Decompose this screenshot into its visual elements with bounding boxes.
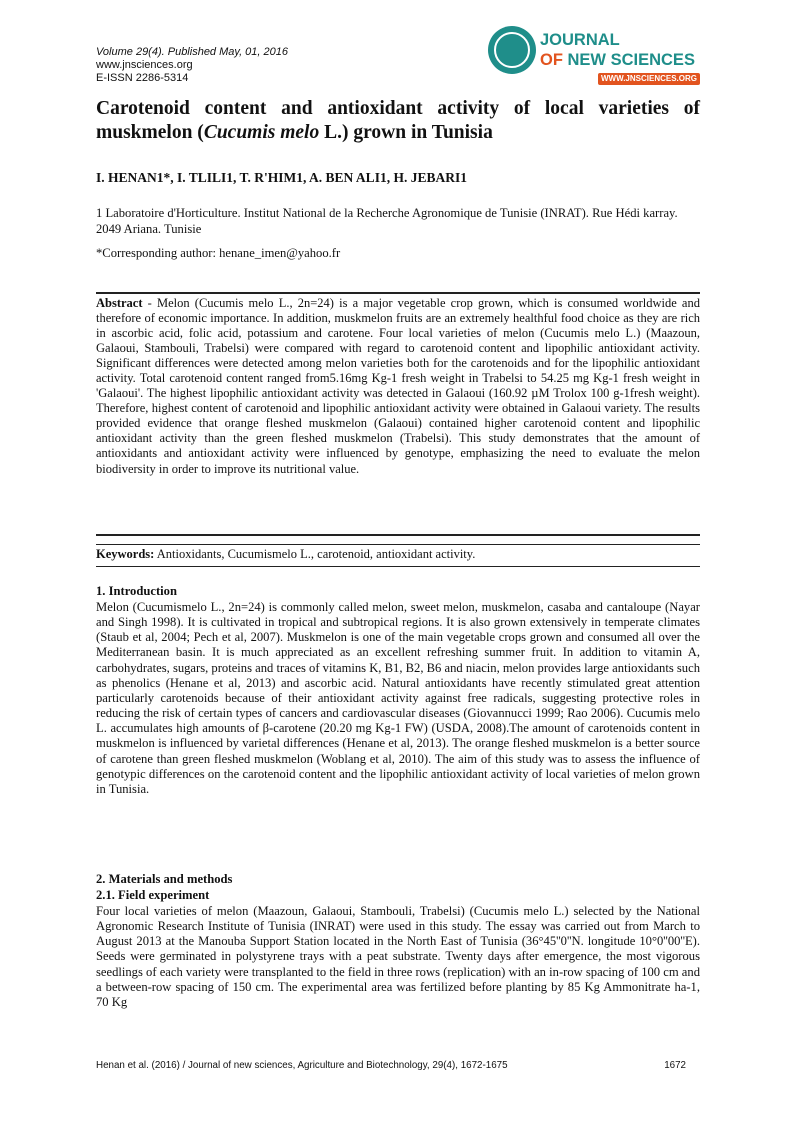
journal-meta <box>96 46 288 85</box>
logo-emblem-icon <box>488 26 536 74</box>
methods-text: Four local varieties of melon (Maazoun, Galaoui, Stambouli, Trabelsi) (Cucumis melo L.) selected by the National Agronomic Research Institute of Tunisia (INRAT) were used in this study. The essay was carried out from March to August 2013 at the Manouba Support Station located in the North East of Tunisia (36°45''0''N. longitude 10°0''00''E). Seeds were germinated in polystyrene trays with a peat substrate. Twenty days after emergence, the most vigorous seedlings of each variety were transplanted to the field in three rows (replication) with an in-row spacing of 100 cm and a between-row spacing of 150 cm. The experimental area was fertilized before planting by 85 Kg Ammonitrate ha-1, 70 Kg <box>96 904 700 1009</box>
volume-info: Volume 29(4). Published May, 01, 2016 <box>96 46 289 58</box>
authors: I. HENAN1*, I. TLILI1, T. R'HIM1, A. BEN ALI1, H. JEBARI1 <box>96 170 467 185</box>
corresponding-author: *Corresponding author: henane_imen@yahoo.fr <box>96 246 341 260</box>
journal-logo <box>488 26 703 88</box>
abstract: Abstract - Melon (Cucumis melo L., 2n=24) is a major vegetable crop grown, which is consumed worldwide and therefore of economic importance. In addition, muskmelon fruits are an extremely healthful food choice as they are rich in ascorbic acid, folic acid, potassium and carotene. Four local varieties of melon (Cucumis melo L.) (Maazoun, Galaoui, Stambouli, Trabelsi) were compared with regard to carotenoid content and lipophilic antioxidant activity. Significant differences were detected among melon varieties both for the carotenoids and for the lipophilic antioxidant activity. Total carotenoid content ranged from5.16mg Kg-1 fresh weight in Trabelsi to 54.25 mg Kg-1 fresh weight in 'Galaoui'. The highest lipophilic antioxidant activity was detected in Galaoui (160.92 µM Trolox 100 g-1fresh weight). Therefore, highest content of carotenoid and lipophilic antioxidant activity were obtained in Galaoui variety. The results provided evidence that orange fleshed muskmelon (Galaoui) contained higher carotenoid content and lipophilic antioxidant activity than the green fleshed muskmelon (Trabelsi). This study demonstrates that the amount of antioxidants and antioxidant activity were influenced by genotype, emphasizing the need to evaluate the melon biodiversity in order to improve its nutritional value. <box>96 296 700 476</box>
journal-website: www.jnsciences.org <box>96 59 193 71</box>
logo-line1: JOURNAL <box>540 31 620 49</box>
intro-heading: 1. Introduction <box>96 584 177 598</box>
logo-line2: OF NEW SCIENCES <box>540 51 695 69</box>
keywords: Keywords: Antioxidants, Cucumismelo L., carotenoid, antioxidant activity. <box>96 547 476 561</box>
affiliation: 1 Laboratoire d'Horticulture. Institut National de la Recherche Agronomique de Tunisie (INRAT). Rue Hédi karray. 2049 Ariana. Tunisie <box>96 206 678 236</box>
eissn: E-ISSN 2286-5314 <box>96 72 189 84</box>
intro-text: Melon (Cucumismelo L., 2n=24) is commonly called melon, sweet melon, muskmelon, casaba and cantaloupe (Nayar and Singh 1998). It is cultivated in tropical and subtropical regions. It is also grown extensively in temperate climates (Staub et al, 2004; Pech et al, 2007). Muskmelon is one of the main vegetable crops grown and consumed all over the Mediterranean basin. It is much appreciated as an excellent refreshing summer fruit. In addition to vitamin A, carbohydrates, sugars, proteins and traces of vitamins K, B1, B2, B6 and niacin, melon provides large antioxidants such as phenolics (Henane et al, 2013) and ascorbic acid. Natural antioxidants have recently stimulated great attention particularly carotenoids because of their antioxidant activity against free radicals, suggesting protective roles in reducing the risk of certain types of cancers and cardiovascular diseases (Giovannucci 1999; Rao 2006). Cucumis melo L. accumulates high amounts of β-carotene (20.20 mg Kg-1 FW) (USDA, 2008).The amount of carotenoids content in muskmelon is influenced by varietal differences (Henane et al, 2013). The orange fleshed muskmelon is a better source of carotene than green fleshed muskmelon (Woblang et al, 2010). The aim of this study was to assess the influence of genotypic differences on the carotenoid content and the lipophilic antioxidant activity of local varieties of melon grown in Tunisia. <box>96 600 700 796</box>
keywords-top-rule <box>96 544 700 545</box>
paper-title: Carotenoid content and antioxidant activity of local varieties of muskmelon (Cucumis melo L.) grown in Tunisia <box>96 98 700 143</box>
methods-heading: 2. Materials and methods <box>96 872 233 886</box>
logo-url: WWW.JNSCIENCES.ORG <box>598 73 700 85</box>
methods-subheading: 2.1. Field experiment <box>96 888 210 902</box>
footer-citation: Henan et al. (2016) / Journal of new sciences, Agriculture and Biotechnology, 29(4), 1672-1675 <box>96 1060 508 1071</box>
abstract-top-rule <box>96 292 700 294</box>
abstract-bottom-rule <box>96 534 700 536</box>
keywords-bottom-rule <box>96 566 700 567</box>
page-number: 1672 <box>664 1060 686 1071</box>
page-footer <box>96 1060 700 1071</box>
